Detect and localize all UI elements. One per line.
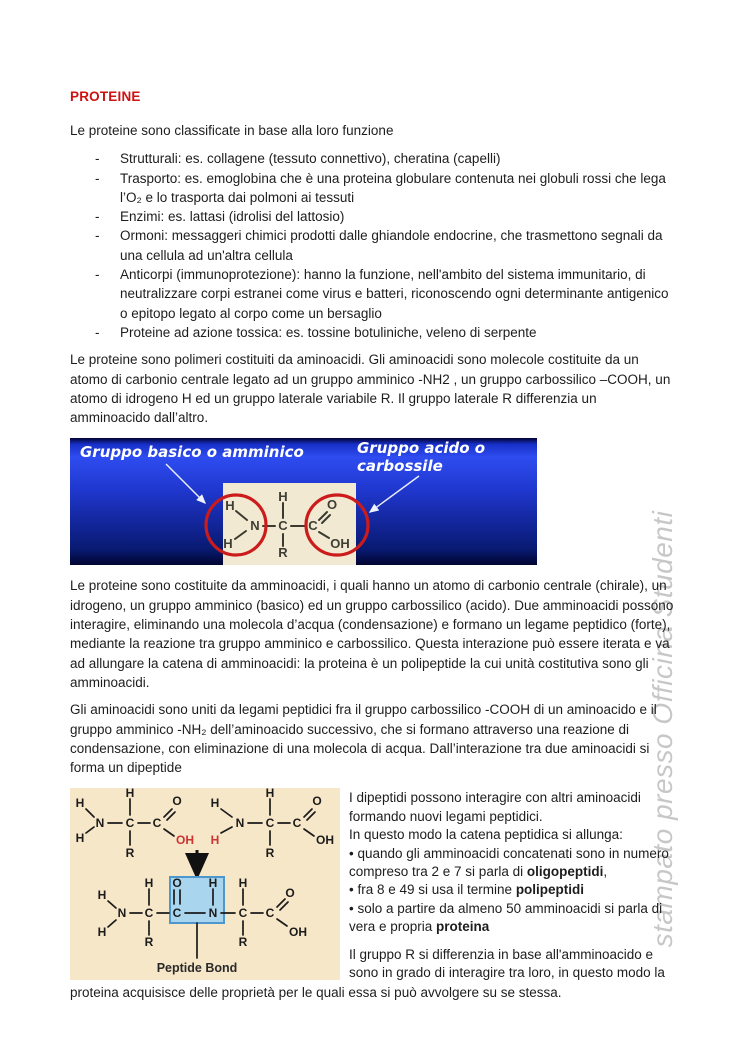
page-title: PROTEINE (70, 89, 141, 104)
dash-marker: - (95, 170, 100, 186)
list-item-text: Anticorpi (immunoprotezione): hanno la funzione, nell'ambito del sistema immunitario, di neutralizzare corpi estranei come virus e batteri, riconoscendo ogni determinante antigenico o epitopo legato al corpo come un bersaglio (120, 267, 669, 321)
amino-acid-diagram (70, 438, 537, 565)
list-item-text: Proteine ad azione tossica: es. tossine botuliniche, veleno di serpente (120, 324, 537, 340)
list-item-text: Strutturali: es. collagene (tessuto connettivo), cheratina (capelli) (120, 151, 501, 167)
svg-text:H: H (75, 796, 85, 811)
svg-text:C: C (278, 518, 288, 534)
list-item (70, 149, 674, 168)
svg-text:OH: OH (330, 536, 350, 552)
svg-text:H: H (75, 831, 85, 846)
figure-peptide-bond (70, 788, 340, 980)
dash-marker: - (95, 228, 100, 244)
dash-marker: - (95, 324, 100, 340)
svg-text:OH: OH (316, 833, 334, 848)
svg-text:R: R (278, 545, 288, 561)
svg-text:N: N (95, 816, 105, 831)
side-bullet-oligopeptidi-line2: compreso tra 2 e 7 si parla di oligopeptidi, (349, 864, 608, 880)
peptide-bond-diagram (70, 788, 340, 980)
paragraph-peptide-bonds: Gli aminoacidi sono uniti da legami peptidici fra il gruppo carbossilico -COOH di un aminoacido e il gruppo amminico -NH₂ dell’aminoacido successivo, che si formano attraverso una reazione di condensazione, con eliminazione di una molecola di acqua. Dall’interazione tra due aminoacidi si forma un dipeptide (70, 702, 657, 776)
svg-text:C: C (265, 816, 275, 831)
figure-and-sidetext-row (70, 788, 674, 980)
svg-text:H: H (144, 876, 154, 891)
svg-text:H: H (210, 833, 220, 848)
list-item (70, 169, 674, 208)
svg-text:H: H (223, 536, 233, 552)
side-line: formando nuovi legami peptidici. (349, 808, 543, 824)
paragraph-amino-structure: Le proteine sono costituite da amminoacidi, i quali hanno un atomo di carbonio centrale (chirale), un idrogeno, un gruppo amminico (basico) ed un gruppo carbossilico (acido). Due amminoacidi possono interagire, eliminando una molecola d’acqua (condensazione) e formano un legame peptidico (forte), mediante la reazione tra gruppo amminico e carbossilico. Questa interazione può essere iterata e va ad allungare la catena di amminoacidi: la proteina è un polipeptide la cui unità costitutiva sono gli amminoacidi. (70, 578, 674, 690)
svg-text:H: H (125, 788, 135, 801)
page-content (70, 89, 674, 1003)
paragraph-polymers: Le proteine sono polimeri costituiti da aminoacidi. Gli aminoacidi sono molecole costituite da un atomo di carbonio centrale legato ad un gruppo amminico -NH2 , un gruppo carbossilico –COOH, un atomo di idrogeno H ed un gruppo laterale variabile R. Il gruppo laterale R differenzia un amminoacido dall’altro. (70, 352, 671, 426)
dash-marker: - (95, 267, 100, 283)
svg-text:C: C (238, 906, 248, 921)
svg-text:R: R (125, 846, 135, 861)
svg-text:N: N (250, 518, 260, 534)
svg-text:O: O (312, 794, 322, 809)
side-bullet-polipeptidi: • fra 8 e 49 si usa il termine polipeptidi (349, 882, 585, 898)
side-line-rgroup2: sono in grado di interagire tra loro, in questo modo la (349, 965, 665, 981)
svg-text:H: H (97, 925, 107, 940)
label-acid-group-line1: Gruppo acido o (357, 439, 486, 458)
svg-text:C: C (308, 518, 318, 534)
svg-text:R: R (265, 846, 275, 861)
svg-text:H: H (208, 876, 218, 891)
list-item (70, 323, 674, 342)
svg-text:R: R (238, 935, 248, 950)
svg-text:C: C (125, 816, 135, 831)
side-bullet-proteina-line2: vera e propria proteina (349, 919, 490, 935)
svg-text:C: C (152, 816, 162, 831)
list-item (70, 265, 674, 323)
label-acid-group-line2: carbossile (357, 457, 443, 476)
svg-text:O: O (285, 886, 295, 901)
svg-text:H: H (278, 489, 288, 505)
protein-functions-list (70, 149, 674, 342)
side-bullet-oligopeptidi: • quando gli amminoacidi concatenati sono in numero (349, 845, 669, 861)
svg-text:N: N (235, 816, 245, 831)
dash-marker: - (95, 151, 100, 167)
list-item-text: Trasporto: es. emoglobina che è una proteina globulare contenuta nei globuli rossi che lega l’O₂ e lo trasporta dai polmoni ai tessuti (120, 170, 666, 205)
svg-text:C: C (144, 906, 154, 921)
closing-paragraph: proteina acquisisce delle proprietà per le quali essa si può avvolgere su se stessa. (70, 985, 562, 1001)
intro-paragraph: Le proteine sono classificate in base alla loro funzione (70, 123, 394, 138)
svg-text:H: H (238, 876, 248, 891)
side-bullet-proteina: • solo a partire da almeno 50 amminoacidi si parla di (349, 900, 663, 916)
svg-text:OH: OH (176, 833, 194, 848)
svg-text:O: O (172, 794, 182, 809)
svg-text:N: N (208, 906, 218, 921)
side-line-rgroup: Il gruppo R si differenzia in base all'amminoacido e (349, 946, 653, 962)
watermark: stampato presso Officina Studenti (647, 510, 678, 948)
svg-text:N: N (117, 906, 127, 921)
svg-text:H: H (265, 788, 275, 801)
side-text-column (349, 789, 679, 982)
list-item-text: Ormoni: messaggeri chimici prodotti dalle ghiandole endocrine, che trasmettono segnali da una cellula ad un'altra cellula (120, 228, 663, 263)
figure-amino-acid (70, 438, 537, 565)
svg-text:O: O (326, 497, 338, 513)
svg-text:O: O (172, 876, 182, 891)
svg-text:H: H (97, 888, 107, 903)
dash-marker: - (95, 209, 100, 225)
label-amino-group: Gruppo basico o amminico (80, 443, 304, 462)
svg-text:C: C (292, 816, 302, 831)
side-line: I dipeptidi possono interagire con altri aminoacidi (349, 790, 641, 806)
list-item (70, 226, 674, 265)
svg-text:H: H (225, 498, 235, 514)
list-item (70, 207, 674, 226)
svg-text:C: C (172, 906, 182, 921)
side-line: In questo modo la catena peptidica si allunga: (349, 827, 623, 843)
svg-text:R: R (144, 935, 154, 950)
svg-text:OH: OH (289, 925, 307, 940)
svg-text:C: C (265, 906, 275, 921)
svg-text:H: H (210, 796, 220, 811)
list-item-text: Enzimi: es. lattasi (idrolisi del lattosio) (120, 209, 345, 225)
peptide-bond-caption: Peptide Bond (156, 961, 238, 976)
